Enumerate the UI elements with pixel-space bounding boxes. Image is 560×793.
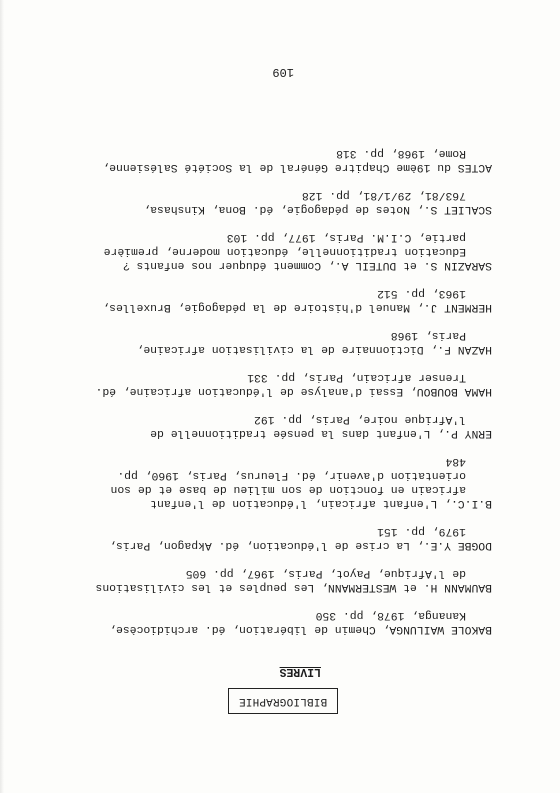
bibliography-entry bbox=[62, 188, 492, 216]
bibliography-entry bbox=[62, 146, 492, 174]
entry-continuation-line: Education traditionnelle, éducation moderne, première bbox=[103, 245, 466, 257]
page-number: 109 bbox=[272, 65, 294, 79]
entry-first-line: SARAZIN S. et DUTEIL A., Comment éduquer nos enfants ? bbox=[122, 259, 492, 271]
entry-continuation-line: orientation d'avenir, éd. Fleurus, Paris, 1960, pp. bbox=[117, 469, 466, 481]
entry-continuation-line: 763/81, 29/1/81, pp. 128 bbox=[301, 189, 466, 201]
entry-first-line: DOGBE Y.E., La crise de l'éducation, éd. Akpagon, Paris, bbox=[109, 539, 492, 551]
entry-continuation-line: africain en fonction de son milieu de base et de son bbox=[110, 483, 466, 495]
bibliography-entry bbox=[62, 328, 492, 356]
page-title: BIBLIOGRAPHIE bbox=[238, 695, 328, 707]
bibliography-entry bbox=[62, 566, 492, 594]
entry-first-line: HAZAN F., Dictionnaire de la civilisation africaine, bbox=[136, 343, 492, 355]
entry-continuation-line: l'Afrique noire, Paris, pp. 192 bbox=[254, 413, 466, 425]
bibliography-entry bbox=[62, 608, 492, 636]
bibliography-entry bbox=[62, 524, 492, 552]
entry-continuation-line: 1979, pp. 151 bbox=[377, 525, 466, 537]
entry-continuation-line: de l'Afrique, Payot, Paris, 1967, pp. 605 bbox=[185, 567, 466, 579]
entry-continuation-line: Kananga, 1978, pp. 350 bbox=[315, 609, 466, 621]
scan-edge-shadow bbox=[0, 0, 4, 793]
entry-first-line: HAMA BOUBOU, Essai d'analyse de l'éducation africaine, éd. bbox=[95, 385, 492, 397]
entry-first-line: B.I.C., L'enfant africain, l'éducation de l'enfant bbox=[150, 497, 492, 509]
entry-continuation-line: 1963, pp. 512 bbox=[377, 287, 466, 299]
entry-continuation-line: partie, C.I.M. Paris, 1977, pp. 103 bbox=[226, 231, 466, 243]
entry-first-line: SCALIET S., Notes de pédagogie, éd. Bona, Kinshasa, bbox=[143, 203, 492, 215]
bibliography-list bbox=[62, 132, 492, 636]
bibliography-entry bbox=[62, 230, 492, 272]
entry-first-line: BAKOLE WAILUNGA, Chemin de libération, éd. archidiocèse, bbox=[109, 623, 492, 635]
entry-continuation-line: Trenser africain, Paris, pp. 331 bbox=[247, 371, 466, 383]
entry-continuation-line: Rome, 1968, pp. 318 bbox=[336, 147, 466, 159]
section-heading: LIVRES bbox=[279, 665, 321, 678]
bibliography-entry bbox=[62, 370, 492, 398]
entry-first-line: BAUMANN H. et WESTERMANN, Les peuples et les civilisations bbox=[95, 581, 492, 593]
bibliography-entry bbox=[62, 286, 492, 314]
bibliography-title-box bbox=[228, 688, 338, 714]
bibliography-entry bbox=[62, 412, 492, 440]
entry-first-line: ERNY P., L'enfant dans la pensée traditionnelle de bbox=[150, 427, 492, 439]
bibliography-entry bbox=[62, 454, 492, 510]
entry-continuation-line: 484 bbox=[445, 455, 466, 467]
entry-first-line: ACTES du 19ème Chapitre Général de la Société Salésienne, bbox=[102, 161, 492, 173]
entry-first-line: HERMENT J., Manuel d'histoire de la pédagogie, Bruxelles, bbox=[102, 301, 492, 313]
entry-continuation-line: Paris, 1968 bbox=[390, 329, 466, 341]
